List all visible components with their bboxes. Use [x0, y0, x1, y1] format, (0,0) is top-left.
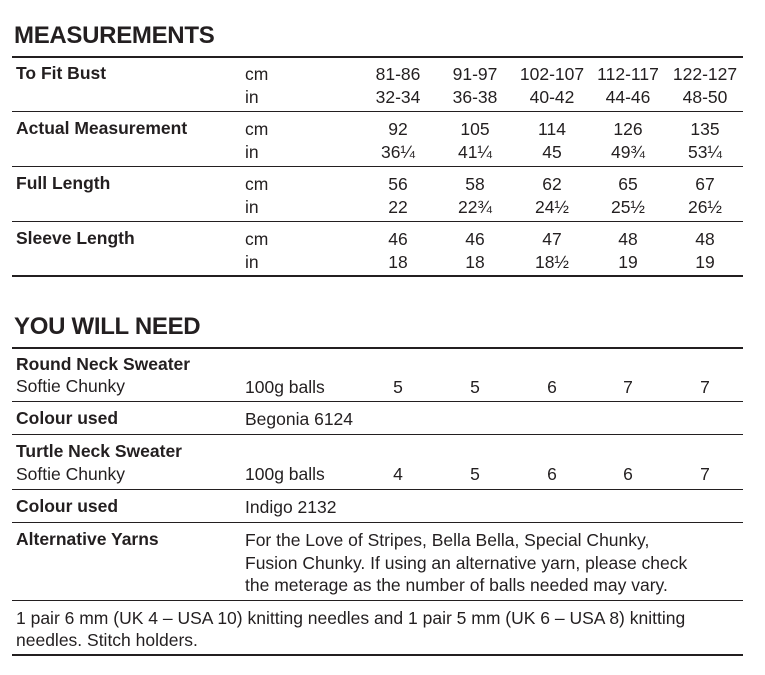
value-cell: 102-107: [519, 64, 585, 84]
alternative-yarns-line: the meterage as the number of balls needed may vary.: [245, 575, 668, 595]
row-label-full-length: Full Length: [16, 173, 111, 193]
value-cell: 114: [538, 119, 566, 139]
value-cell: 67: [695, 174, 715, 194]
balls-count: 5: [470, 377, 480, 397]
colour-used-label: Colour used: [16, 496, 119, 516]
value-cell: 46: [388, 229, 408, 249]
divider: [12, 347, 743, 349]
value-cell: 122-127: [672, 64, 738, 84]
divider: [12, 600, 743, 601]
alternative-yarns-line: Fusion Chunky. If using an alternative yarn, please check: [245, 553, 688, 573]
balls-count: 5: [470, 464, 480, 484]
needles-text: 1 pair 6 mm (UK 4 – USA 10) knitting needles and 1 pair 5 mm (UK 6 – USA 8) knitting needles. Stitch holders.: [16, 608, 686, 650]
unit-in: in: [245, 252, 259, 272]
row-label-actual-measurement: Actual Measurement: [16, 118, 188, 138]
divider: [12, 489, 743, 490]
divider: [12, 654, 743, 656]
balls-count: 5: [393, 377, 403, 397]
value-cell: 36¼: [380, 142, 416, 162]
value-cell: 22¾: [457, 197, 493, 217]
value-cell: 41¼: [457, 142, 493, 162]
value-cell: 22: [388, 197, 408, 217]
value-cell: 45: [542, 142, 562, 162]
divider: [12, 401, 743, 402]
unit-in: in: [245, 197, 259, 217]
value-cell: 53¼: [687, 142, 723, 162]
measurements-title: MEASUREMENTS: [14, 22, 215, 49]
value-cell: 18½: [534, 252, 570, 272]
value-cell: 48: [618, 229, 638, 249]
divider: [12, 221, 743, 222]
divider: [12, 434, 743, 435]
turtle-neck-label: Turtle Neck Sweater: [16, 441, 182, 461]
unit-cm: cm: [245, 229, 269, 249]
value-cell: 44-46: [605, 87, 651, 107]
value-cell: 32-34: [375, 87, 421, 107]
value-cell: 24½: [534, 197, 570, 217]
value-cell: 56: [388, 174, 408, 194]
divider: [12, 56, 743, 58]
value-cell: 40-42: [529, 87, 575, 107]
unit-cm: cm: [245, 64, 269, 84]
balls-count: 7: [700, 377, 710, 397]
alternative-yarns-label: Alternative Yarns: [16, 529, 159, 549]
value-cell: 25½: [610, 197, 646, 217]
you-will-need-title: YOU WILL NEED: [14, 313, 201, 340]
value-cell: 46: [465, 229, 485, 249]
colour-used-label: Colour used: [16, 408, 119, 428]
unit-in: in: [245, 87, 259, 107]
value-cell: 58: [465, 174, 485, 194]
colour-used-value: Indigo 2132: [245, 497, 337, 517]
value-cell: 65: [618, 174, 638, 194]
balls-count: 4: [393, 464, 403, 484]
value-cell: 62: [542, 174, 562, 194]
value-cell: 19: [695, 252, 715, 272]
unit-cm: cm: [245, 174, 269, 194]
divider: [12, 275, 743, 277]
value-cell: 105: [460, 119, 490, 139]
round-neck-unit: 100g balls: [245, 377, 325, 397]
value-cell: 135: [690, 119, 720, 139]
value-cell: 112-117: [597, 64, 659, 84]
round-neck-label: Round Neck Sweater: [16, 354, 191, 374]
value-cell: 48-50: [682, 87, 728, 107]
unit-in: in: [245, 142, 259, 162]
divider: [12, 522, 743, 523]
value-cell: 18: [388, 252, 408, 272]
value-cell: 126: [613, 119, 643, 139]
divider: [12, 166, 743, 167]
value-cell: 26½: [687, 197, 723, 217]
row-label-to-fit-bust: To Fit Bust: [16, 63, 107, 83]
balls-count: 7: [623, 377, 633, 397]
value-cell: 18: [465, 252, 485, 272]
turtle-neck-unit: 100g balls: [245, 464, 325, 484]
turtle-neck-yarn: Softie Chunky: [16, 464, 125, 484]
value-cell: 47: [542, 229, 562, 249]
value-cell: 49¾: [610, 142, 646, 162]
round-neck-yarn: Softie Chunky: [16, 376, 125, 396]
value-cell: 19: [618, 252, 638, 272]
unit-cm: cm: [245, 119, 269, 139]
value-cell: 81-86: [375, 64, 421, 84]
balls-count: 6: [623, 464, 633, 484]
value-cell: 36-38: [452, 87, 498, 107]
row-label-sleeve-length: Sleeve Length: [16, 228, 135, 248]
value-cell: 91-97: [452, 64, 498, 84]
value-cell: 48: [695, 229, 715, 249]
alternative-yarns-line: For the Love of Stripes, Bella Bella, Special Chunky,: [245, 530, 650, 550]
balls-count: 6: [547, 464, 557, 484]
balls-count: 6: [547, 377, 557, 397]
divider: [12, 111, 743, 112]
balls-count: 7: [700, 464, 710, 484]
value-cell: 92: [388, 119, 408, 139]
colour-used-value: Begonia 6124: [245, 409, 354, 429]
